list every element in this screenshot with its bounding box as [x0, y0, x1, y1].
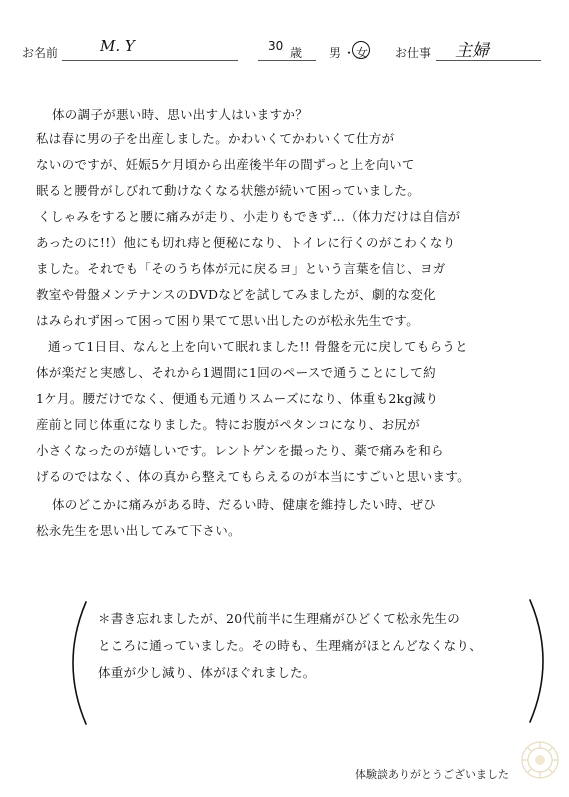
job-label: お仕事 [395, 46, 432, 60]
job-value: 主婦 [455, 41, 489, 61]
body-line: 眠ると腰骨がしびれて動けなくなる状態が続いて困っていました。 [36, 183, 421, 198]
body-line: 私は春に男の子を出産しました。かわいくてかわいくて仕方が [36, 131, 395, 146]
note-line: 体重が少し減り、体がほぐれました。 [98, 665, 316, 680]
body-line: 体のどこかに痛みがある時、だるい時、健康を維持したい時、ぜひ [52, 497, 437, 512]
body-line: はみられず困って困って困り果てて思い出したのが松永先生です。 [36, 313, 420, 328]
body-line: 小さくなったのが嬉しいです。レントゲンを撮ったり、薬で痛みを和ら [36, 443, 444, 458]
body-line: 松永先生を思い出してみて下さい。 [36, 523, 241, 538]
body-line: くしゃみをすると腰に痛みが走り、小走りもできず…（体力だけは自信が [38, 209, 461, 224]
decorative-seal-icon [518, 738, 562, 782]
body-line: ないのですが、妊娠5ケ月頃から出産後半年の間ずっと上を向いて [36, 157, 415, 172]
name-underline [62, 60, 238, 61]
age-value: 30 [268, 39, 284, 53]
age-unit: 歳 [290, 46, 303, 60]
gender-female: 女 [356, 46, 369, 60]
gender-selected-circle [352, 41, 370, 59]
body-line: あったのに!!）他にも切れ痔と便秘になり、トイレに行くのがこわくなり [36, 235, 456, 250]
body-line: 体の調子が悪い時、思い出す人はいますか？ [52, 107, 309, 122]
body-line: 1ケ月。腰だけでなく、便通も元通りスムーズになり、体重も2kg減り [36, 391, 439, 406]
left-parenthesis [56, 598, 96, 728]
profile-header [0, 0, 569, 70]
gender-separator: ・ [343, 46, 356, 60]
gender-male: 男 [329, 46, 342, 60]
body-line: げるのではなく、体の真から整えてもらえるのが本当にすごいと思います。 [36, 469, 470, 484]
body-line: 体が楽だと実感し、それから1週間に1回のペースで通うことにして約 [36, 365, 436, 380]
body-line: ました。それでも「そのうち体が元に戻るヨ」という言葉を信じ、ヨガ [36, 261, 446, 276]
job-underline [436, 60, 541, 61]
body-line: 産前と同じ体重になりました。特にお腹がペタンコになり、お尻が [36, 417, 421, 432]
body-line: 教室や骨盤メンテナンスのDVDなどを試してみましたが、劇的な変化 [36, 287, 436, 302]
body-line: 通って1日目、なんと上を向いて眠れました!! 骨盤を元に戻してもらうと [48, 339, 468, 354]
name-label: お名前 [22, 46, 59, 60]
name-value: M. Y [100, 37, 135, 55]
right-parenthesis [520, 596, 560, 726]
note-line: ところに通っていました。その時も、生理痛がほとんどなくなり、 [98, 638, 483, 653]
thanks-message: 体験談ありがとうございました [355, 768, 509, 781]
note-line: ＊書き忘れましたが、20代前半に生理痛がひどくて松永先生の [98, 611, 461, 626]
age-underline [258, 60, 316, 61]
